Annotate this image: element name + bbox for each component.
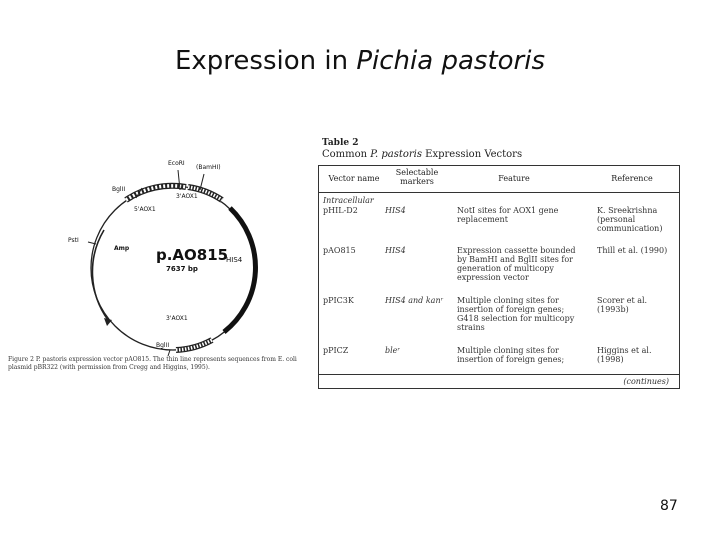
header-feature: Feature (498, 174, 530, 183)
plasmid-size: 7637 bp (166, 265, 198, 273)
row3-marker: HIS4 and kanʳ (385, 296, 444, 305)
row2-feature: Expression cassette bounded by BamHI and BglII sites for generation of multicopy expression vector (457, 246, 576, 282)
table-title (322, 149, 522, 160)
row2-marker: HIS4 (385, 246, 406, 255)
table-label: Table 2 (322, 138, 359, 148)
label-ecori: EcoRI (168, 160, 185, 167)
slide-title (0, 46, 720, 76)
table-frame (318, 165, 680, 389)
row4-marker: bleʳ (385, 346, 401, 355)
header-divider (319, 192, 679, 193)
label-amp: Amp (114, 245, 130, 252)
header-reference: Reference (611, 174, 653, 183)
section-intracellular: Intracellular (323, 196, 374, 205)
row3-feature: Multiple cloning sites for insertion of foreign genes; G418 selection for multicopy strains (457, 296, 575, 332)
label-3aox1-top: 3'AOX1 (176, 193, 198, 200)
table-title-suffix: Expression Vectors (422, 149, 523, 160)
header-markers: Selectable markers (395, 168, 439, 186)
label-pst: PstI (68, 237, 79, 244)
row3-reference: Scorer et al. (1993b) (597, 296, 648, 314)
header-vector: Vector name (328, 174, 380, 183)
table-title-italic: P. pastoris (370, 149, 422, 160)
row1-reference: K. Sreekrishna (personal communication) (597, 206, 663, 233)
title-italic: Pichia pastoris (356, 46, 545, 76)
row1-marker: HIS4 (385, 206, 406, 215)
footer-divider (319, 374, 679, 375)
page-number: 87 (660, 498, 678, 514)
row4-feature: Multiple cloning sites for insertion of foreign genes; (457, 346, 565, 364)
row2-vector: pAO815 (323, 246, 356, 255)
label-bglii-bottom: BglII (156, 342, 170, 349)
table-title-prefix: Common (322, 149, 371, 160)
label-bamhi: (BamHI) (196, 164, 221, 171)
plasmid-name: p.AO815 (156, 246, 229, 264)
figure-caption: Figure 2 P. pastoris expression vector pAO815. The thin line represents sequences from E. coli plasmid pBR322 (with permission from Cregg and Higgins, 1995). (8, 356, 297, 371)
row3-vector: pPIC3K (323, 296, 354, 305)
row1-vector: pHIL-D2 (323, 206, 358, 215)
label-bglii-top: BglII (112, 186, 126, 193)
vector-table-scan (318, 132, 698, 392)
row2-reference: Thill et al. (1990) (597, 246, 668, 255)
row4-vector: pPICZ (323, 346, 349, 355)
label-his4: HIS4 (226, 256, 243, 264)
label-3aox1-bottom: 3'AOX1 (166, 315, 188, 322)
row4-reference: Higgins et al. (1998) (597, 346, 652, 364)
title-prefix: Expression in (174, 46, 357, 76)
label-5aox1: 5'AOX1 (134, 206, 156, 213)
row1-feature: NotI sites for AOX1 gene replacement (457, 206, 559, 224)
table-continues: (continues) (623, 377, 669, 386)
